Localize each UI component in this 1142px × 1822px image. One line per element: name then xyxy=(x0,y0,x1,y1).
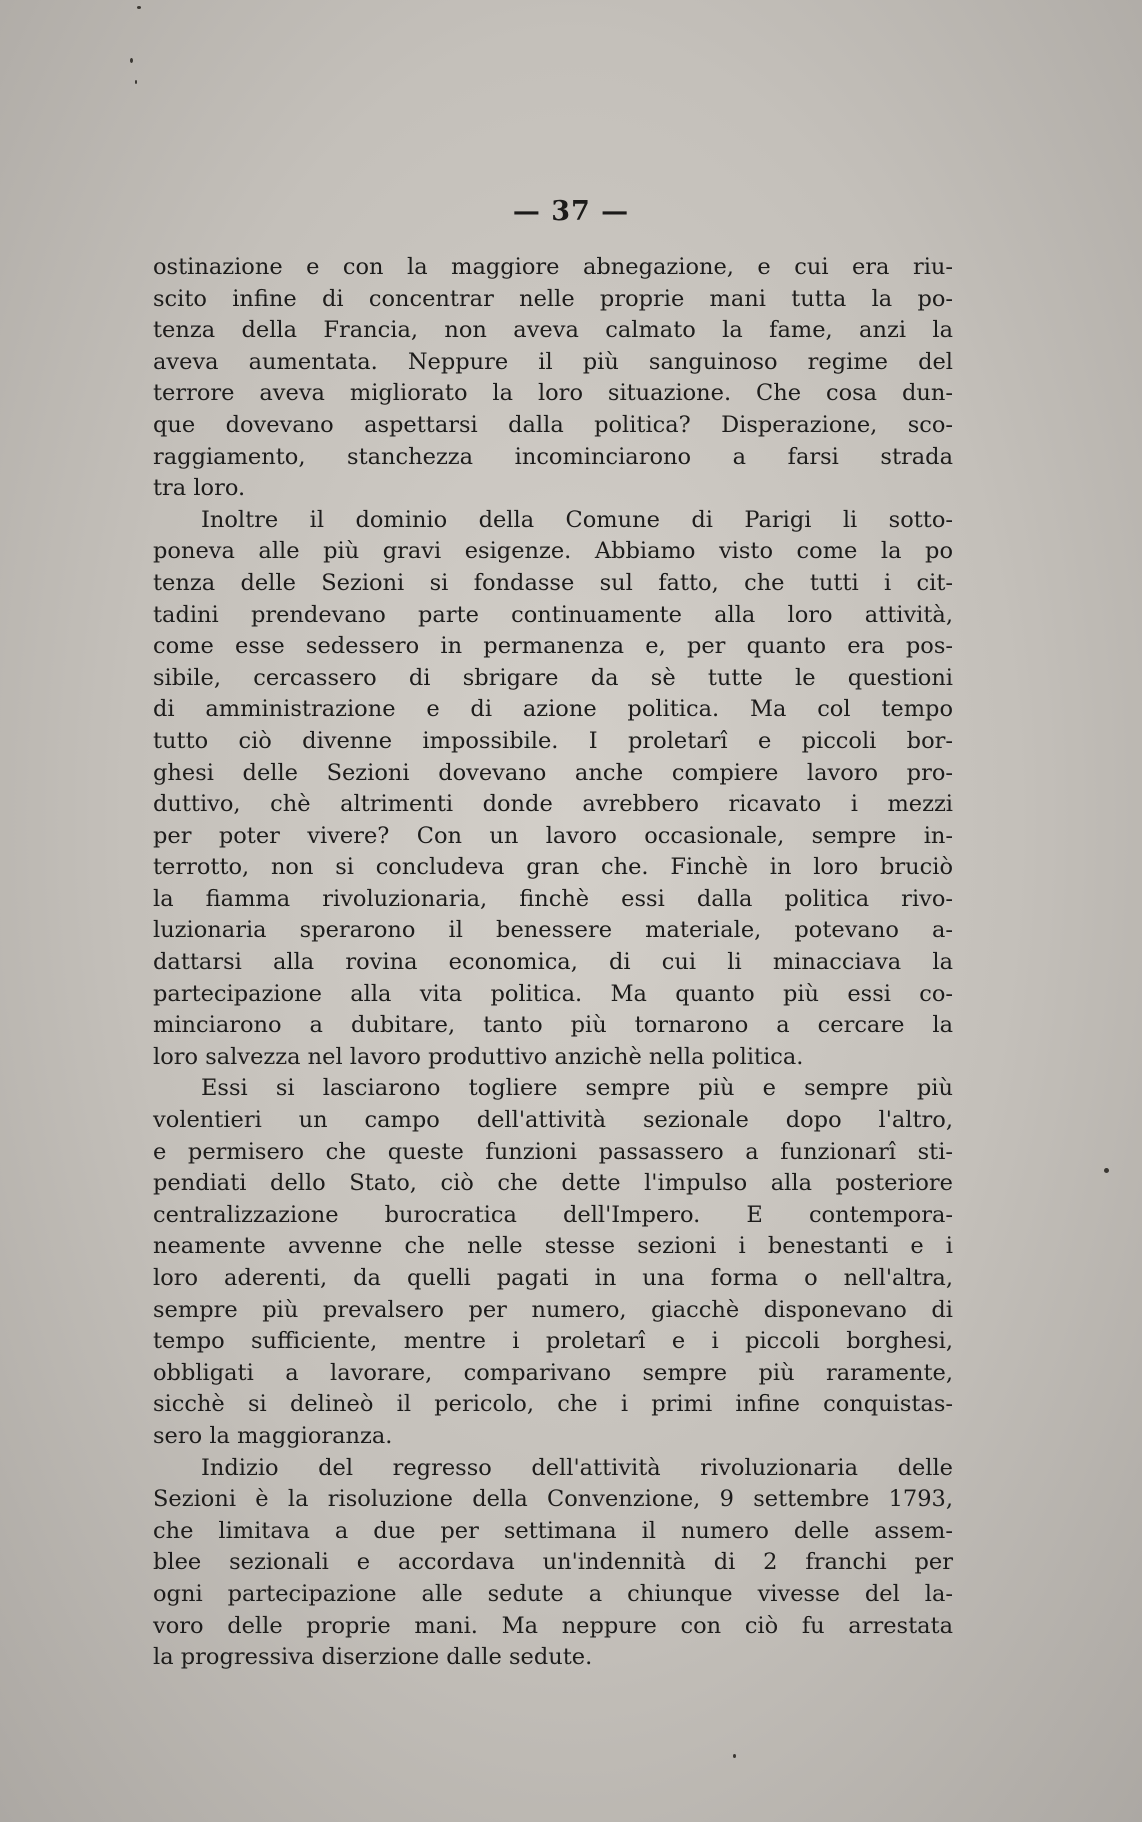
paragraph xyxy=(153,1073,953,1452)
text-line: poneva alle più gravi esigenze. Abbiamo visto come la po xyxy=(153,538,953,565)
text-line: tenza della Francia, non aveva calmato la fame, anzi la xyxy=(153,317,953,344)
text-line: tra loro. xyxy=(153,475,246,502)
text-line: tempo sufficiente, mentre i proletarî e i piccoli borghesi, xyxy=(153,1328,953,1355)
text-line: tenza delle Sezioni si fondasse sul fatto, che tutti i cit- xyxy=(153,569,953,596)
text-line: che limitava a due per settimana il numero delle assem- xyxy=(153,1517,953,1544)
body-text xyxy=(153,252,953,1674)
text-line: terrore aveva migliorato la loro situazione. Che cosa dun- xyxy=(153,380,953,407)
text-line: la fiamma rivoluzionaria, finchè essi dalla politica rivo- xyxy=(153,885,953,912)
paragraph xyxy=(153,505,953,1074)
text-line: ghesi delle Sezioni dovevano anche compiere lavoro pro- xyxy=(153,759,953,786)
text-line: tutto ciò divenne impossibile. I proletarî e piccoli bor- xyxy=(153,727,953,754)
text-line: sero la maggioranza. xyxy=(153,1422,393,1449)
text-line: e permisero che queste funzioni passassero a funzionarî sti- xyxy=(153,1138,953,1165)
text-line: loro salvezza nel lavoro produttivo anzichè nella politica. xyxy=(153,1043,804,1070)
text-line: sempre più prevalsero per numero, giacchè disponevano di xyxy=(153,1296,953,1323)
text-line: scito infine di concentrar nelle proprie mani tutta la po- xyxy=(153,285,953,312)
scan-speck xyxy=(733,1754,736,1758)
text-line: voro delle proprie mani. Ma neppure con ciò fu arrestata xyxy=(153,1612,953,1639)
scan-speck xyxy=(135,80,137,84)
text-line: partecipazione alla vita politica. Ma quanto più essi co- xyxy=(153,980,953,1007)
paragraph xyxy=(153,252,953,505)
text-line: blee sezionali e accordava un'indennità di 2 franchi per xyxy=(153,1549,953,1576)
text-line: sibile, cercassero di sbrigare da sè tutte le questioni xyxy=(153,664,953,691)
text-line: la progressiva diserzione dalle sedute. xyxy=(153,1644,593,1671)
text-line: Indizio del regresso dell'attività rivoluzionaria delle xyxy=(201,1454,953,1481)
text-line: Essi si lasciarono togliere sempre più e sempre più xyxy=(201,1075,953,1102)
scan-speck xyxy=(130,58,133,63)
text-line: pendiati dello Stato, ciò che dette l'impulso alla posteriore xyxy=(153,1170,953,1197)
text-line: luzionaria sperarono il benessere materiale, potevano a- xyxy=(153,917,953,944)
text-line: sicchè si delineò il pericolo, che i primi infine conquistas- xyxy=(153,1391,953,1418)
text-line: obbligati a lavorare, comparivano sempre più raramente, xyxy=(153,1359,953,1386)
text-line: neamente avvenne che nelle stesse sezioni i benestanti e i xyxy=(153,1233,953,1260)
scan-speck xyxy=(137,6,141,9)
text-line: terrotto, non si concludeva gran che. Finchè in loro bruciò xyxy=(153,854,953,881)
text-line: volentieri un campo dell'attività sezionale dopo l'altro, xyxy=(153,1107,953,1134)
text-line: centralizzazione burocratica dell'Impero. E contempora- xyxy=(153,1201,953,1228)
text-line: dattarsi alla rovina economica, di cui li minacciava la xyxy=(153,949,953,976)
scan-speck xyxy=(1104,1168,1109,1173)
text-line: duttivo, chè altrimenti donde avrebbero ricavato i mezzi xyxy=(153,791,953,818)
text-line: raggiamento, stanchezza incominciarono a farsi strada xyxy=(153,443,953,470)
text-line: per poter vivere? Con un lavoro occasionale, sempre in- xyxy=(153,822,953,849)
text-line: come esse sedessero in permanenza e, per quanto era pos- xyxy=(153,633,953,660)
text-line: aveva aumentata. Neppure il più sanguinoso regime del xyxy=(153,348,953,375)
text-line: que dovevano aspettarsi dalla politica? Disperazione, sco- xyxy=(153,411,953,438)
page-number: — 37 — xyxy=(512,196,630,227)
text-line: ogni partecipazione alle sedute a chiunque vivesse del la- xyxy=(153,1580,953,1607)
text-line: Inoltre il dominio della Comune di Parigi li sotto- xyxy=(201,506,953,533)
text-line: Sezioni è la risoluzione della Convenzione, 9 settembre 1793, xyxy=(153,1486,953,1513)
text-line: minciarono a dubitare, tanto più tornarono a cercare la xyxy=(153,1012,953,1039)
text-line: ostinazione e con la maggiore abnegazione, e cui era riu- xyxy=(153,254,953,280)
text-line: di amministrazione e di azione politica. Ma col tempo xyxy=(153,696,953,723)
text-line: tadini prendevano parte continuamente alla loro attività, xyxy=(153,601,953,628)
text-line: loro aderenti, da quelli pagati in una forma o nell'altra, xyxy=(153,1265,953,1291)
paragraph xyxy=(153,1453,953,1674)
